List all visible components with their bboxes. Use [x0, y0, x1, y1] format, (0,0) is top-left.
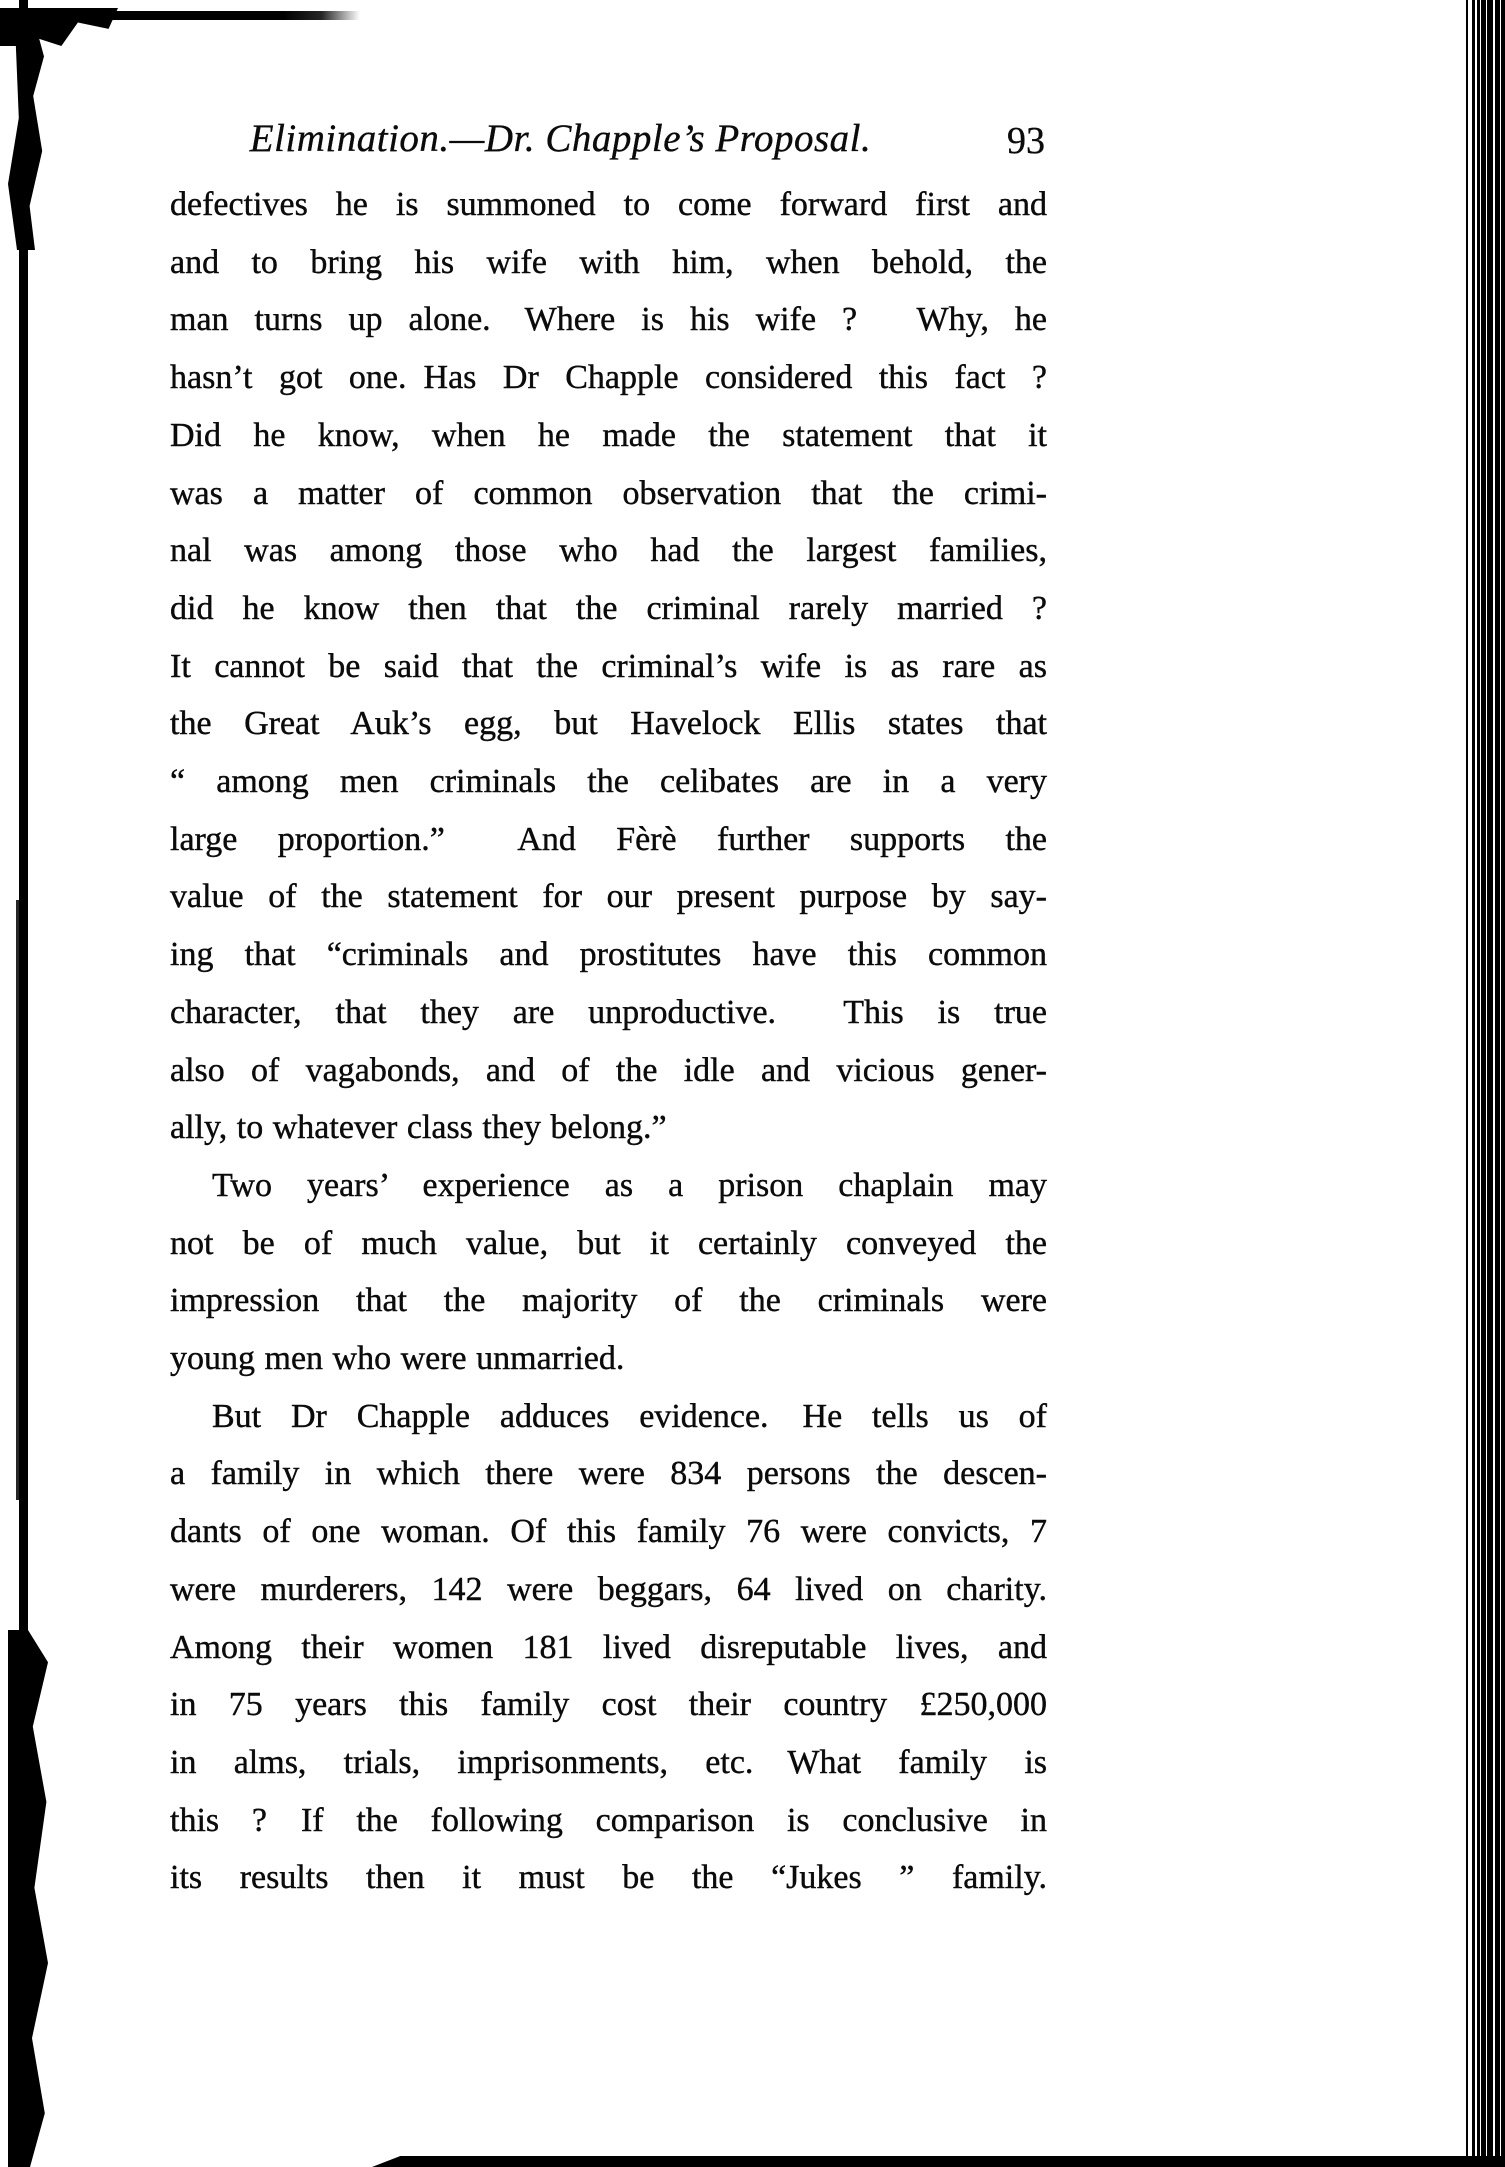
text-line: not be of much value, but it certainly conveyed the — [170, 1224, 1047, 1262]
text-line: Two years’ experience as a prison chaplain may — [212, 1166, 1047, 1204]
text-line: man turns up alone. Where is his wife ? Why, he — [170, 301, 1047, 339]
text-line: and to bring his wife with him, when behold, the — [170, 243, 1047, 281]
text-line: It cannot be said that the criminal’s wife is as rare as — [170, 647, 1047, 685]
scan-artifact-left-lower-band — [8, 1630, 48, 2167]
text-line: ally, to whatever class they belong.” — [170, 1109, 667, 1147]
text-line: a family in which there were 834 persons the descen- — [170, 1455, 1047, 1493]
page-number: 93 — [1007, 120, 1045, 162]
text-line: nal was among those who had the largest families, — [170, 532, 1047, 570]
scan-artifact-left-binding-line-2 — [16, 900, 22, 1500]
text-line: in alms, trials, imprisonments, etc. What family is — [170, 1743, 1047, 1781]
text-line: Did he know, when he made the statement that it — [170, 416, 1047, 454]
scan-artifact-right-page-edges — [1465, 0, 1505, 2167]
text-line: this ? If the following comparison is conclusive in — [170, 1801, 1047, 1839]
text-line: hasn’t got one. Has Dr Chapple considered this fact ? — [170, 359, 1047, 397]
text-line: young men who were unmarried. — [170, 1340, 625, 1378]
text-line: defectives he is summoned to come forward first and — [170, 186, 1047, 223]
page-header — [170, 112, 1047, 172]
text-line: the Great Auk’s egg, but Havelock Ellis states that — [170, 705, 1047, 743]
text-line: value of the statement for our present purpose by say- — [170, 878, 1047, 916]
text-line: in 75 years this family cost their country £250,000 — [170, 1686, 1047, 1724]
text-line: dants of one woman. Of this family 76 were convicts, 7 — [170, 1513, 1047, 1551]
text-line: “ among men criminals the celibates are in a very — [170, 763, 1047, 801]
text-line: large proportion.” And Fèrè further supports the — [170, 820, 1047, 858]
text-line: also of vagabonds, and of the idle and vicious gener- — [170, 1051, 1047, 1089]
text-line: character, that they are unproductive. This is true — [170, 993, 1047, 1031]
text-line: But Dr Chapple adduces evidence. He tells us of — [212, 1397, 1047, 1435]
scan-artifact-bottom-bar — [372, 2156, 1505, 2167]
text-line: ing that “criminals and prostitutes have this common — [170, 936, 1047, 974]
scan-artifact-speckles — [0, 0, 3, 3]
text-line: were murderers, 142 were beggars, 64 lived on charity. — [170, 1570, 1047, 1608]
text-line: Among their women 181 lived disreputable lives, and — [170, 1628, 1047, 1666]
text-line: its results then it must be the “Jukes ” family. — [170, 1859, 1047, 1897]
page-body — [170, 176, 1047, 1907]
text-line: impression that the majority of the criminals were — [170, 1282, 1047, 1320]
text-line: was a matter of common observation that the crimi- — [170, 474, 1047, 512]
scan-artifact-top-bar — [104, 11, 360, 20]
text-line: did he know then that the criminal rarely married ? — [170, 589, 1047, 627]
running-title: Elimination.—Dr. Chapple’s Proposal. — [249, 117, 872, 160]
